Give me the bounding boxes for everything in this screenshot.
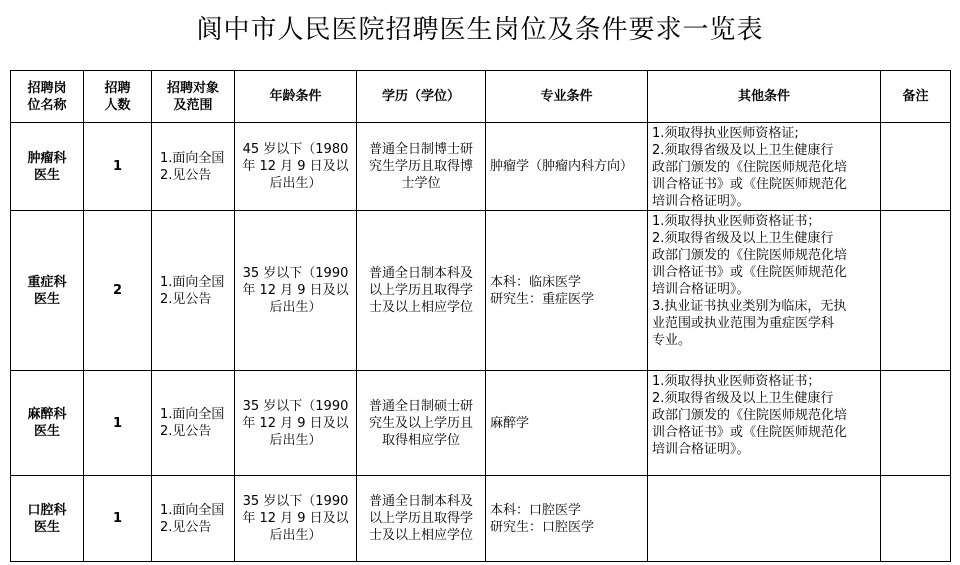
scope-cell xyxy=(152,371,235,476)
remark-cell xyxy=(881,476,951,562)
education-cell-line: 究生学历且取得博 xyxy=(368,159,473,174)
position-cell-line: 麻醉科 xyxy=(27,407,67,422)
page-title: 阆中市人民医院招聘医生岗位及条件要求一览表 xyxy=(196,15,764,45)
scope-cell-line: 2.见公告 xyxy=(160,291,212,307)
header-position: 招聘岗 位名称 xyxy=(11,71,84,123)
age-cell-line: 45 岁以下（1980 xyxy=(242,142,349,157)
other-cell-line: 政部门颁发的《住院医师规范化培 xyxy=(652,248,848,263)
other-cell-line: 3.执业证书执业类别为临床，无执 xyxy=(652,299,847,314)
other-cell xyxy=(648,476,881,562)
header-scope: 招聘对象 及范围 xyxy=(152,71,235,123)
position-cell-line: 医生 xyxy=(33,167,60,183)
major-cell-line: 本科：临床医学 xyxy=(490,274,582,290)
scope-cell xyxy=(152,211,235,371)
position-cell-line: 医生 xyxy=(33,519,60,535)
education-cell-line: 普通全日制硕士研 xyxy=(368,398,473,414)
other-cell-line: 1.须取得执业医师资格证书； xyxy=(652,374,821,389)
header-other: 其他条件 xyxy=(648,71,881,123)
education-cell xyxy=(357,371,486,476)
education-cell xyxy=(357,123,486,211)
major-cell xyxy=(486,123,648,211)
other-cell xyxy=(648,371,881,476)
age-cell-line: 后出生） xyxy=(269,300,322,315)
header-major: 专业条件 xyxy=(486,71,648,123)
remark-cell xyxy=(881,123,951,211)
major-cell xyxy=(486,211,648,371)
other-cell-line: 政部门颁发的《住院医师规范化培 xyxy=(652,160,848,175)
other-cell-line: 业范围或执业范围为重症医学科 xyxy=(652,316,835,331)
recruitment-table xyxy=(10,70,951,562)
education-cell-line: 普通全日制本科及 xyxy=(368,266,473,281)
scope-cell-line: 1.面向全国 xyxy=(160,274,225,290)
other-cell-line: 1.须取得执业医师资格证书； xyxy=(652,214,821,229)
age-cell-line: 年 12 月 9 日及以 xyxy=(242,159,349,174)
age-cell-line: 年 12 月 9 日及以 xyxy=(242,511,349,526)
age-cell-line: 后出生） xyxy=(269,176,322,191)
scope-cell-line: 1.面向全国 xyxy=(160,502,225,518)
age-cell xyxy=(235,476,357,562)
table-row xyxy=(11,476,951,562)
education-cell-line: 普通全日制博士研 xyxy=(368,142,473,157)
other-cell-line: 培训合格证明》。 xyxy=(652,194,750,209)
count-cell: 1 xyxy=(84,371,152,476)
table-row xyxy=(11,211,951,371)
other-cell xyxy=(648,211,881,371)
major-cell-line: 肿瘤学（肿瘤内科方向） xyxy=(490,159,634,174)
other-cell-line: 培训合格证明》。 xyxy=(652,282,750,297)
position-cell xyxy=(11,123,84,211)
position-cell xyxy=(11,476,84,562)
age-cell-line: 年 12 月 9 日及以 xyxy=(242,283,349,298)
education-cell-line: 普通全日制本科及 xyxy=(368,494,473,509)
education-cell xyxy=(357,476,486,562)
education-cell-line: 士及以上相应学位 xyxy=(368,528,473,543)
scope-cell xyxy=(152,476,235,562)
other-cell-line: 2.须取得省级及以上卫生健康行 xyxy=(652,231,834,246)
position-cell-line: 口腔科 xyxy=(27,502,67,518)
age-cell-line: 年 12 月 9 日及以 xyxy=(242,415,349,431)
table-row xyxy=(11,123,951,211)
header-age: 年龄条件 xyxy=(235,71,357,123)
age-cell-line: 后出生） xyxy=(269,432,322,448)
other-cell xyxy=(648,123,881,211)
count-cell: 1 xyxy=(84,476,152,562)
other-cell-line: 政部门颁发的《住院医师规范化培 xyxy=(652,408,848,423)
education-cell-line: 究生及以上学历且 xyxy=(368,415,473,431)
major-cell-line: 麻醉学 xyxy=(490,415,530,431)
position-cell xyxy=(11,371,84,476)
other-cell-line: 训合格证书》或《住院医师规范化 xyxy=(652,265,848,280)
age-cell-line: 35 岁以下（1990 xyxy=(242,398,349,414)
education-cell-line: 士学位 xyxy=(401,176,441,191)
other-cell-line: 2.须取得省级及以上卫生健康行 xyxy=(652,143,834,158)
other-cell-line: 训合格证书》或《住院医师规范化 xyxy=(652,177,848,192)
major-cell xyxy=(486,371,648,476)
education-cell-line: 以上学历且取得学 xyxy=(368,511,473,526)
scope-cell-line: 1.面向全国 xyxy=(160,407,225,422)
education-cell-line: 取得相应学位 xyxy=(381,432,460,448)
remark-cell xyxy=(881,211,951,371)
scope-cell-line: 2.见公告 xyxy=(160,167,212,183)
age-cell xyxy=(235,211,357,371)
count-cell: 1 xyxy=(84,123,152,211)
header-count: 招聘 人数 xyxy=(84,71,152,123)
position-cell-line: 医生 xyxy=(33,291,60,307)
major-cell-line: 本科：口腔医学 xyxy=(490,502,582,518)
header-row xyxy=(11,71,951,123)
table-row xyxy=(11,371,951,476)
education-cell xyxy=(357,211,486,371)
scope-cell-line: 2.见公告 xyxy=(160,424,212,439)
other-cell-line: 训合格证书》或《住院医师规范化 xyxy=(652,425,848,440)
other-cell-line: 2.须取得省级及以上卫生健康行 xyxy=(652,391,834,406)
other-cell-line: 专业。 xyxy=(652,333,692,348)
remark-cell xyxy=(881,371,951,476)
age-cell-line: 35 岁以下（1990 xyxy=(242,266,349,281)
age-cell xyxy=(235,371,357,476)
major-cell-line: 研究生：口腔医学 xyxy=(490,519,595,535)
major-cell xyxy=(486,476,648,562)
age-cell xyxy=(235,123,357,211)
position-cell xyxy=(11,211,84,371)
age-cell-line: 后出生） xyxy=(269,528,322,543)
header-education: 学历（学位） xyxy=(357,71,486,123)
major-cell-line: 研究生：重症医学 xyxy=(490,291,595,307)
education-cell-line: 士及以上相应学位 xyxy=(368,300,473,315)
position-cell-line: 重症科 xyxy=(27,274,67,290)
other-cell-line: 1.须取得执业医师资格证; xyxy=(652,126,799,141)
other-cell-line: 培训合格证明》。 xyxy=(652,442,750,457)
age-cell-line: 35 岁以下（1990 xyxy=(242,494,349,509)
position-cell-line: 医生 xyxy=(33,424,60,439)
scope-cell-line: 1.面向全国 xyxy=(160,150,225,166)
header-remark: 备注 xyxy=(881,71,951,123)
scope-cell-line: 2.见公告 xyxy=(160,519,212,535)
education-cell-line: 以上学历且取得学 xyxy=(368,283,473,298)
scope-cell xyxy=(152,123,235,211)
count-cell: 2 xyxy=(84,211,152,371)
position-cell-line: 肿瘤科 xyxy=(27,150,67,166)
table-body xyxy=(11,71,951,562)
